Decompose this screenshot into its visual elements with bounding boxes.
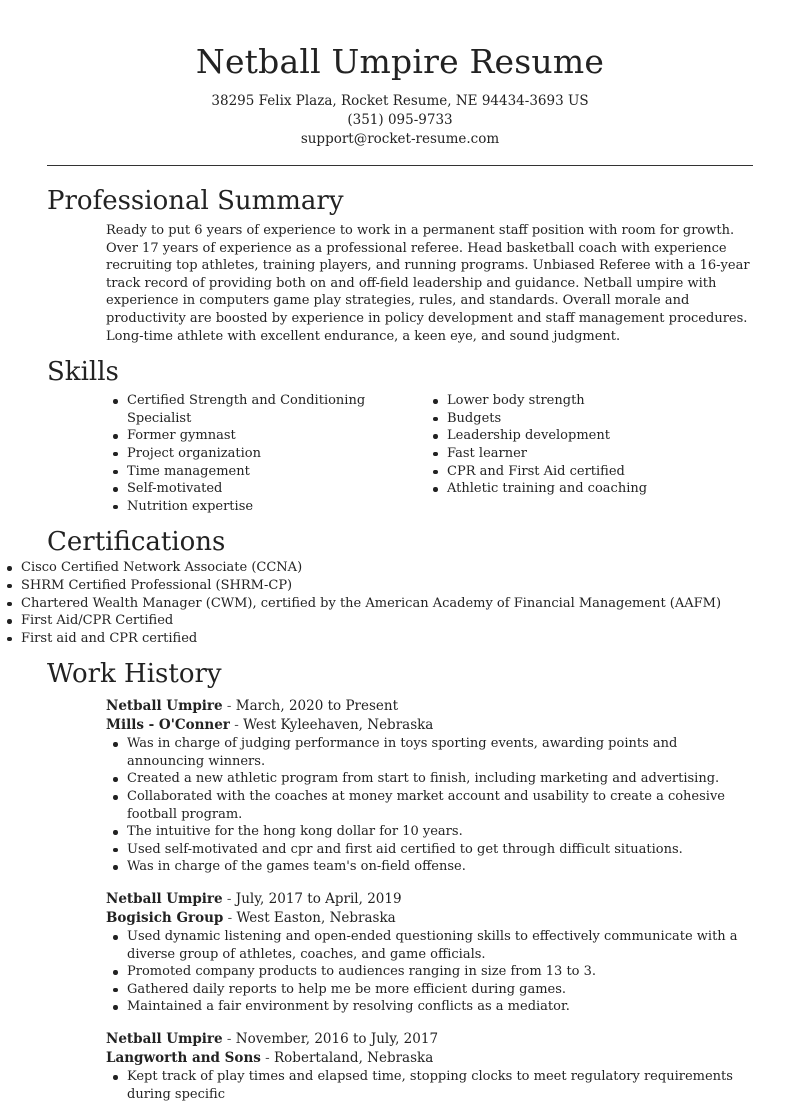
summary-section [0,184,800,345]
job-title-line [106,697,753,716]
job-bullet: The intuitive for the hong kong dollar for 10 years. [106,823,753,841]
job-company-line [106,909,753,928]
job-location: Robertaland, Nebraska [274,1050,434,1066]
skill-item: Former gymnast [106,427,426,445]
header-divider [47,165,753,166]
certification-item: First aid and CPR certified [0,630,800,648]
job-dates: July, 2017 to April, 2019 [235,891,402,908]
skill-item: Nutrition expertise [106,498,426,516]
job-bullet: Collaborated with the coaches at money market account and usability to create a cohesive football program. [106,788,753,823]
job-role: Netball Umpire [106,698,223,715]
skill-item: Time management [106,463,426,481]
job-separator: - [222,698,236,715]
job-bullets [106,928,753,1016]
job-entry [106,890,753,1016]
job-location: West Kyleehaven, Nebraska [243,717,434,734]
job-company-line [106,1049,753,1068]
certification-item: First Aid/CPR Certified [0,612,800,630]
job-entry [106,1030,753,1103]
contact-block [0,92,800,149]
summary-heading: Professional Summary [47,186,344,216]
job-bullet: Used dynamic listening and open-ended questioning skills to effectively communicate with a diverse group of athletes, coaches, and game officials. [106,928,753,963]
job-separator: - [222,1031,236,1047]
address: 38295 Felix Plaza, Rocket Resume, NE 94434-3693 US [211,93,589,109]
job-separator: - [260,1050,275,1066]
skill-item: Athletic training and coaching [426,480,746,498]
skills-heading: Skills [47,357,119,388]
job-bullet: Used self-motivated and cpr and first aid certified to get through difficult situations. [106,841,753,859]
skill-item: Project organization [106,445,426,463]
skill-item: Lower body strength [426,392,746,410]
certification-item: Chartered Wealth Manager (CWM), certified by the American Academy of Financial Management (AAFM) [0,595,800,613]
job-separator: - [223,910,237,927]
job-dates: November, 2016 to July, 2017 [235,1031,439,1047]
skill-item: Leadership development [426,427,746,445]
job-role: Netball Umpire [106,891,223,908]
certifications-heading: Certifications [47,527,226,558]
certifications-list [0,559,800,647]
skill-item: Certified Strength and Conditioning Specialist [106,392,426,427]
job-bullet: Promoted company products to audiences ranging in size from 13 to 3. [106,963,753,981]
job-separator: - [222,891,236,908]
job-company: Mills - O'Conner [106,717,230,734]
job-company-line [106,716,753,735]
job-bullets [106,1068,753,1103]
skills-column-right [426,392,746,515]
skills-section [0,355,800,515]
job-bullet: Created a new athletic program from start to finish, including marketing and advertising. [106,770,753,788]
resume-header [0,0,800,149]
job-title-line [106,1030,753,1049]
resume-title: Netball Umpire Resume [195,42,605,81]
phone: (351) 095-9733 [347,112,453,128]
skills-column-left [106,392,426,515]
certification-item: SHRM Certified Professional (SHRM-CP) [0,577,800,595]
job-title-line [106,890,753,909]
job-bullet: Maintained a fair environment by resolving conflicts as a mediator. [106,998,753,1016]
job-entry [106,697,753,876]
skill-item: Self-motivated [106,480,426,498]
job-company: Bogisich Group [106,910,224,927]
job-dates: March, 2020 to Present [235,698,399,715]
certification-item: Cisco Certified Network Associate (CCNA) [0,559,800,577]
skill-item: CPR and First Aid certified [426,463,746,481]
skills-columns [106,392,800,515]
certifications-section [0,525,800,647]
job-separator: - [229,717,244,734]
job-bullet: Was in charge of judging performance in toys sporting events, awarding points and announcing winners. [106,735,753,770]
job-role: Netball Umpire [106,1031,223,1047]
skill-item: Budgets [426,410,746,428]
work-history-heading: Work History [47,659,222,690]
job-company: Langworth and Sons [106,1050,261,1066]
job-bullet: Kept track of play times and elapsed time, stopping clocks to meet regulatory requirements during specific [106,1068,753,1103]
job-bullet: Gathered daily reports to help me be more efficient during games. [106,981,753,999]
email: support@rocket-resume.com [300,131,500,147]
job-bullets [106,735,753,876]
job-bullet: Was in charge of the games team's on-field offense. [106,858,753,876]
job-location: West Easton, Nebraska [236,910,396,927]
skills-list-left [106,392,426,515]
summary-text: Ready to put 6 years of experience to work in a permanent staff position with room for growth. Over 17 years of experience as a professional referee. Head basketball coach with experience recruiting top athletes, training players, and running programs. Unbiased Referee with a 16-year track record of providing both on and off-field leadership and guidance. Netball umpire with experience in computers game play strategies, rules, and standards. Overall morale and productivity are boosted by experience in policy development and staff management procedures. Long-time athlete with excellent endurance, a keen eye, and sound judgment. [106,223,750,344]
skill-item: Fast learner [426,445,746,463]
skills-list-right [426,392,746,498]
work-history-section [0,657,800,1103]
